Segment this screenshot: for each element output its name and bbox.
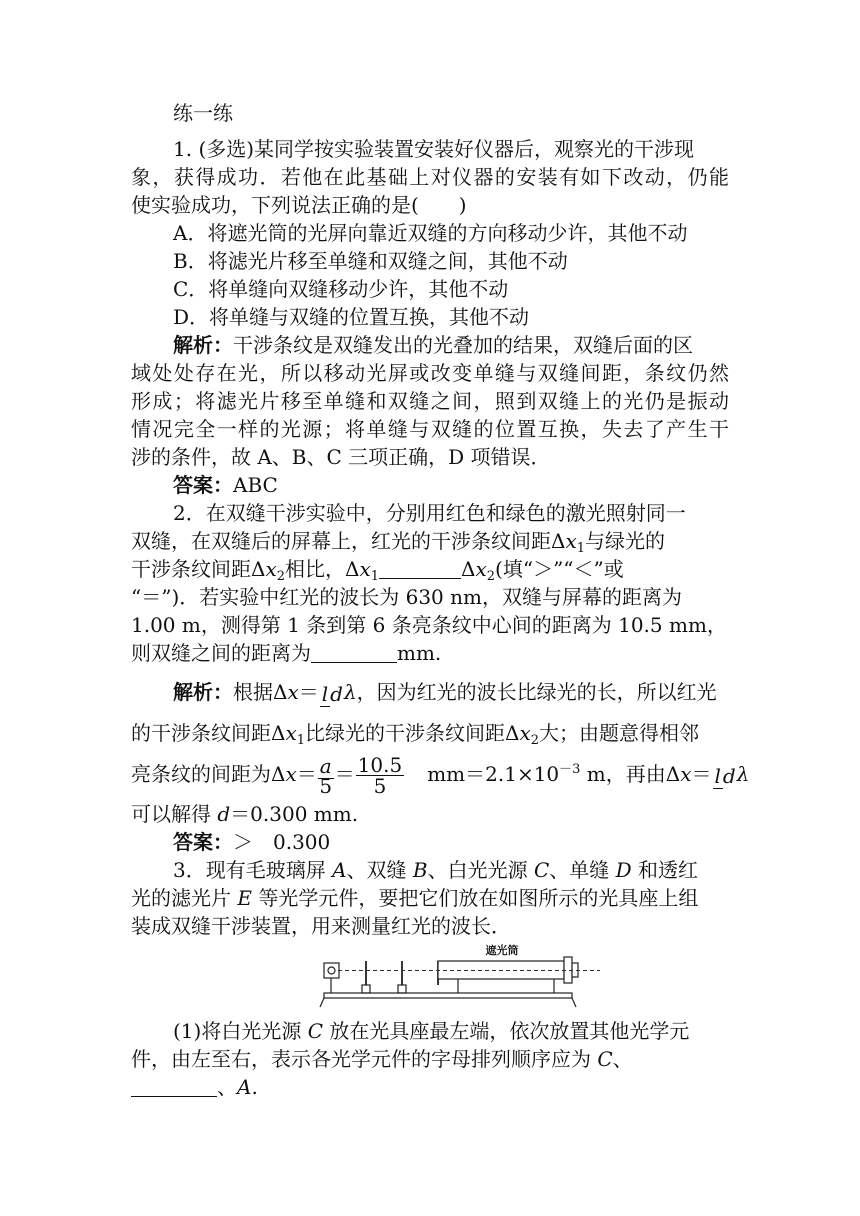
q2-analysis-line-3: 亮条纹的间距为$\Delta x=\frac{a}{5}$ ＝ $\frac{10.5}{5}$ $mm=2.1\times 10^{-3}$ m，再由Δx＝ l dλ [131, 753, 750, 798]
optical-bench-figure [318, 941, 608, 1009]
q1-analysis-line-3: 形成；将滤光片移至单缝和双缝之间，照到双缝上的光仍是振动 [131, 389, 729, 413]
q2-analysis-line-4: 可以解得 d＝0.300 mm. [131, 802, 359, 826]
figure-label-lens-tube: 遮光筒 [485, 945, 519, 957]
light-source [324, 963, 339, 978]
bench-right-leg [572, 998, 576, 1007]
q1-analysis-line-4: 情况完全一样的光源；将单缝与双缝的位置互换，失去了产生干 [131, 417, 729, 441]
fraction-a-over-5: $\frac{a}{5}$ [319, 753, 333, 798]
q3-line-1: 3．现有毛玻璃屏 A、双缝 B、白光光源 C、单缝 D 和透红 [173, 858, 699, 882]
q1-analysis-line-5: 涉的条件，故 A、B、C 三项正确，D 项错误． [131, 445, 551, 469]
section-title: 练一练 [173, 101, 233, 125]
q1-analysis-line-1: 解析：干涉条纹是双缝发出的光叠加的结果，双缝后面的区 [173, 333, 693, 357]
q3-part1-line-3: 、A. [131, 1073, 729, 1101]
bench-left-leg [320, 998, 324, 1007]
element-1-stand [362, 985, 370, 993]
q1-analysis-label: 解析： [173, 333, 233, 357]
fraction-l-over-d-2: l d [714, 763, 736, 788]
q2-line-6: 则双缝之间的距离为 mm. [131, 641, 442, 665]
q2-line-3: 干涉条纹间距$\Delta x_2$相比，$\Delta x_1$ $\Delta x_2$(填“＞”“＜”或 [131, 557, 624, 584]
q1-option-b: B．将滤光片移至单缝和双缝之间，其他不动 [173, 249, 568, 273]
q1-answer: 答案：ABC [173, 473, 278, 497]
q2-blank-comparison[interactable] [379, 558, 461, 579]
q3-line-3: 装成双缝干涉装置，用来测量红光的波长． [131, 914, 511, 938]
q2-analysis-line-1: 解析：根据Δx＝ l dλ，因为红光的波长比绿光的长，所以红光 [173, 680, 717, 706]
q2-answer-label: 答案： [173, 830, 233, 854]
q2-line-2: 双缝，在双缝后的屏幕上，红光的干涉条纹间距$\Delta x_1$与绿光的 [131, 529, 666, 556]
q3-part1-line-1: (1)将白光光源 C 放在光具座最左端，依次放置其他光学元 [173, 1019, 690, 1043]
q1-answer-label: 答案： [173, 473, 233, 497]
q1-stem-line-3: 使实验成功，下列说法正确的是( ) [131, 193, 467, 217]
bench-rail [324, 993, 572, 998]
q2-line-4: “＝”)．若实验中红光的波长为 630 nm，双缝与屏幕的距离为 [131, 585, 682, 609]
q2-line-1: 2．在双缝干涉实验中，分别用红色和绿色的激光照射同一 [173, 501, 686, 525]
q3-blank-order[interactable] [131, 1076, 217, 1097]
light-source-bulb [328, 967, 335, 974]
fraction-10-5-over-5: $\frac{10.5}{5}$ [357, 753, 403, 798]
q1-analysis-line-2: 域处处存在光，所以移动光屏或改变单缝与双缝间距，条纹仍然 [131, 361, 729, 385]
q2-line-5: 1.00 m，测得第 1 条到第 6 条亮条纹中心间的距离为 10.5 mm， [131, 613, 727, 637]
q1-stem-line-1: 1. (多选)某同学按实验装置安装好仪器后，观察光的干涉现 [173, 137, 695, 161]
fraction-l-over-d: l d [321, 681, 343, 706]
q1-option-c: C．将单缝向双缝移动少许，其他不动 [173, 277, 509, 301]
element-2-stand [398, 985, 406, 993]
q2-analysis-line-2: 的干涉条纹间距$\Delta x_1$比绿光的干涉条纹间距$\Delta x_2$大；由题意得相邻 [131, 721, 700, 748]
q2-blank-distance[interactable] [311, 642, 397, 663]
q1-stem-line-2: 象，获得成功．若他在此基础上对仪器的安装有如下改动，仍能 [131, 165, 729, 189]
q2-answer: 答案：＞ 0.300 [173, 830, 331, 854]
q3-line-2: 光的滤光片 E 等光学元件，要把它们放在如图所示的光具座上组 [131, 886, 699, 910]
q2-analysis-label: 解析： [173, 680, 233, 704]
q1-option-d: D．将单缝与双缝的位置互换，其他不动 [173, 305, 530, 329]
q1-option-a: A．将遮光筒的光屏向靠近双缝的方向移动少许，其他不动 [173, 221, 688, 245]
q3-part1-line-2: 件，由左至右，表示各光学元件的字母排列顺序应为 C、 [131, 1047, 633, 1071]
